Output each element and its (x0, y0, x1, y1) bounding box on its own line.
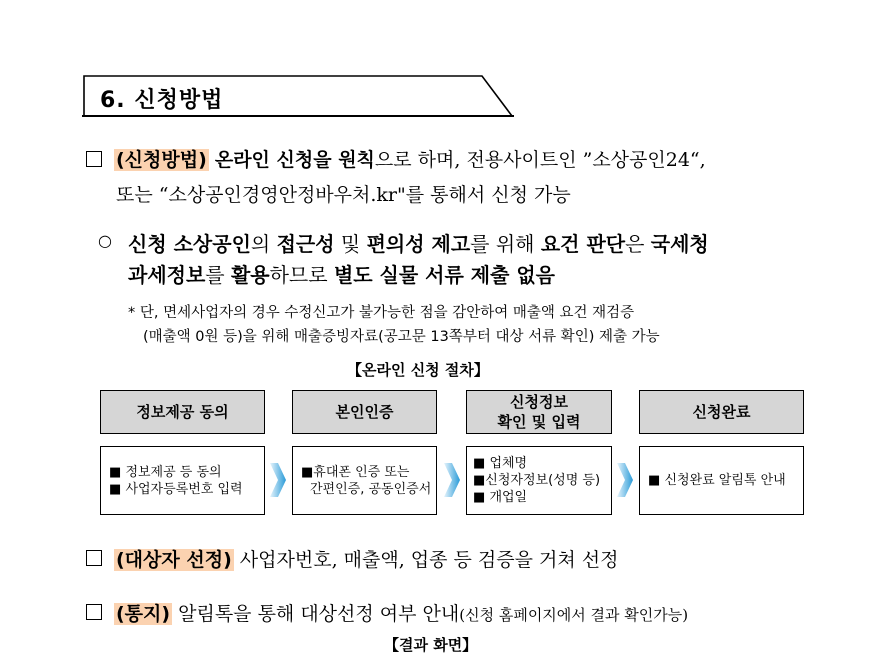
step-item (301, 481, 436, 498)
item2-line (114, 545, 619, 572)
step-body-auth (292, 446, 437, 515)
step-item-text: 개업일 (489, 490, 528, 505)
sub1-part: 편의성 제고 (366, 232, 471, 256)
step-head-label: 확인 및 입력 (497, 413, 581, 431)
sub1-part: 별도 실물 서류 제출 없음 (333, 263, 555, 287)
chevron-right-icon (268, 461, 288, 499)
step-head-complete (639, 390, 804, 434)
sub1-line2 (128, 259, 555, 288)
item3-tag: (통지) (116, 603, 171, 625)
step-body-info (466, 446, 612, 515)
step-item-text: 신청완료 알림톡 안내 (664, 473, 786, 488)
step-item-text: 신청자정보(성명 등) (485, 473, 601, 488)
square-bullet-icon: ■ (301, 464, 314, 480)
chevron-right-icon (442, 461, 462, 499)
sub1-part: 국세청 (650, 232, 709, 256)
item1-line2: 또는 “소상공인경영안정바우처.kr"를 통해서 신청 가능 (116, 184, 571, 206)
step-item (109, 464, 264, 481)
section-title (100, 83, 223, 114)
sub1-part: 의 (250, 232, 277, 256)
step-head-auth (292, 390, 437, 434)
sub1-part: 은 (625, 232, 651, 256)
item2-rest: 사업자번호, 매출액, 업종 등 검증을 거쳐 선정 (233, 549, 619, 571)
checkbox-icon (86, 604, 102, 620)
step-item (473, 489, 611, 506)
item1-emph: 온라인 신청을 원칙 (214, 149, 375, 171)
step-item (648, 472, 803, 489)
result-screen-title: 【결과 화면】 (384, 636, 478, 654)
note-line1: * 단, 면세사업자의 경우 수정신고가 불가능한 점을 감안하여 매출액 요건 재검증 (128, 305, 635, 321)
step-item (473, 455, 611, 472)
section-title-text: 신청방법 (134, 88, 224, 113)
sub1-line1 (128, 228, 709, 257)
step-item (473, 472, 611, 489)
item2-tag: (대상자 선정) (116, 549, 232, 571)
step-item-text: 사업자등록번호 입력 (125, 481, 243, 497)
checkbox-icon (86, 550, 102, 566)
step-item-text: 휴대폰 인증 또는 (313, 464, 410, 480)
square-bullet-icon: ■ (473, 473, 486, 488)
step-head-label: 신청정보 (510, 393, 568, 411)
item1-rest: 으로 하며, 전용사이트인 ”소상공인24“, (374, 149, 706, 171)
sub1-part: 활용 (230, 263, 270, 287)
item3-line (114, 599, 688, 626)
sub1-part: 요건 판단 (540, 232, 626, 256)
item1-line1 (114, 145, 706, 172)
checkbox-icon (86, 151, 102, 167)
item1-tag: (신청방법) (116, 149, 207, 171)
sub1-part: 하므로 (269, 263, 334, 287)
step-body-consent (100, 446, 265, 515)
sub1-part: 및 (334, 232, 367, 256)
square-bullet-icon: ■ (473, 456, 486, 471)
step-head-consent (100, 390, 265, 434)
square-bullet-icon: ■ (109, 464, 122, 480)
sub1-part: 접근성 (276, 232, 335, 256)
step-body-complete (639, 446, 804, 515)
step-head-label: 본인인증 (335, 403, 394, 421)
procedure-title: 【온라인 신청 절차】 (347, 361, 489, 379)
step-item (301, 464, 436, 481)
step-item-text: 간편인증, 공동인증서 (310, 481, 432, 497)
step-item-text: 정보제공 등 동의 (125, 464, 222, 480)
sub1-part: 신청 소상공인 (128, 232, 251, 256)
square-bullet-icon: ■ (473, 490, 486, 505)
note-line2: (매출액 0원 등)을 위해 매출증빙자료(공고문 13쪽부터 대상 서류 확인) 제출 가능 (143, 329, 660, 345)
square-bullet-icon: ■ (109, 481, 122, 497)
sub1-part: 를 위해 (470, 232, 541, 256)
sub1-part: 를 (205, 263, 231, 287)
sub1-part: 과세정보 (128, 263, 206, 287)
square-bullet-icon: ■ (648, 473, 661, 488)
item3-paren: (신청 홈페이지에서 결과 확인가능) (459, 606, 689, 624)
section-number: 6. (100, 88, 126, 113)
item3-rest: 알림톡을 통해 대상선정 여부 안내 (172, 603, 460, 625)
step-head-label: 신청완료 (692, 403, 751, 421)
step-item (109, 481, 264, 498)
chevron-right-icon (615, 461, 635, 499)
step-head-info (466, 390, 612, 434)
step-item-text: 업체명 (489, 456, 528, 471)
step-head-label: 정보제공 동의 (136, 403, 229, 421)
sub1-bullet: ○ (98, 231, 112, 250)
